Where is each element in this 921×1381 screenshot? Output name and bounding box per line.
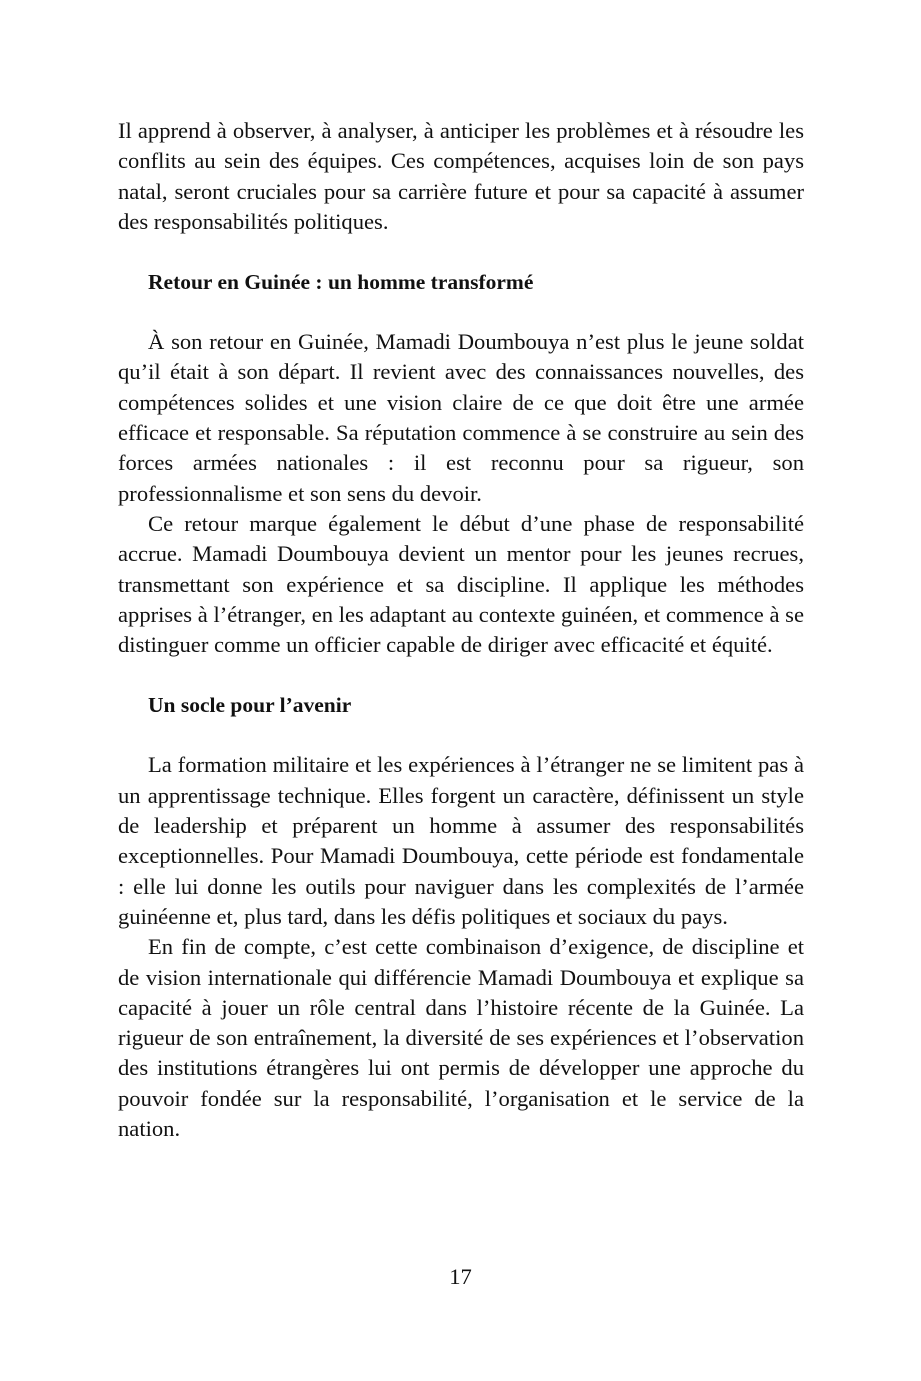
page-body [118, 116, 804, 1144]
section-heading-socle: Un socle pour l’avenir [148, 693, 352, 718]
paragraph-retour-2: Ce retour marque également le début d’une phase de responsabilité accrue. Mamadi Doumbouya devient un mentor pour les jeunes recrues, transmettant son expérience et sa discipline. Il applique les méthodes apprises à l’étranger, en les adaptant au contexte guinéen, et commence à se distinguer comme un officier capable de diriger avec efficacité et équité. [118, 510, 804, 658]
paragraph-intro: Il apprend à observer, à analyser, à anticiper les problèmes et à résoudre les conflits au sein des équipes. Ces compétences, acquises loin de son pays natal, seront cruciales pour sa carrière future et pour sa capacité à assumer des responsabilités politiques. [118, 118, 804, 234]
page-number: 17 [449, 1264, 472, 1289]
paragraph-socle-2: En fin de compte, c’est cette combinaison d’exigence, de discipline et de vision internationale qui différencie Mamadi Doumbouya et explique sa capacité à jouer un rôle central dans l’histoire récente de la Guinée. La rigueur de son entraînement, la diversité de ses expériences et l’observation des institutions étrangères lui ont permis de développer une approche du pouvoir fondée sur la responsabilité, l’organisation et le service de la nation. [118, 934, 804, 1142]
paragraph-socle-1: La formation militaire et les expériences à l’étranger ne se limitent pas à un apprentissage technique. Elles forgent un caractère, définissent un style de leadership et préparent un homme à assumer des responsabilités exceptionnelles. Pour Mamadi Doumbouya, cette période est fondamentale : elle lui donne les outils pour naviguer dans les complexités de l’armée guinéenne et, plus tard, dans les défis politiques et sociaux du pays. [118, 752, 804, 929]
paragraph-retour-1: À son retour en Guinée, Mamadi Doumbouya n’est plus le jeune soldat qu’il était à son départ. Il revient avec des connaissances nouvelles, des compétences solides et une vision claire de ce que doit être une armée efficace et responsable. Sa réputation commence à se construire au sein des forces armées nationales : il est reconnu pour sa rigueur, son professionnalisme et son sens du devoir. [118, 329, 804, 506]
section-heading-retour: Retour en Guinée : un homme transformé [148, 270, 534, 295]
